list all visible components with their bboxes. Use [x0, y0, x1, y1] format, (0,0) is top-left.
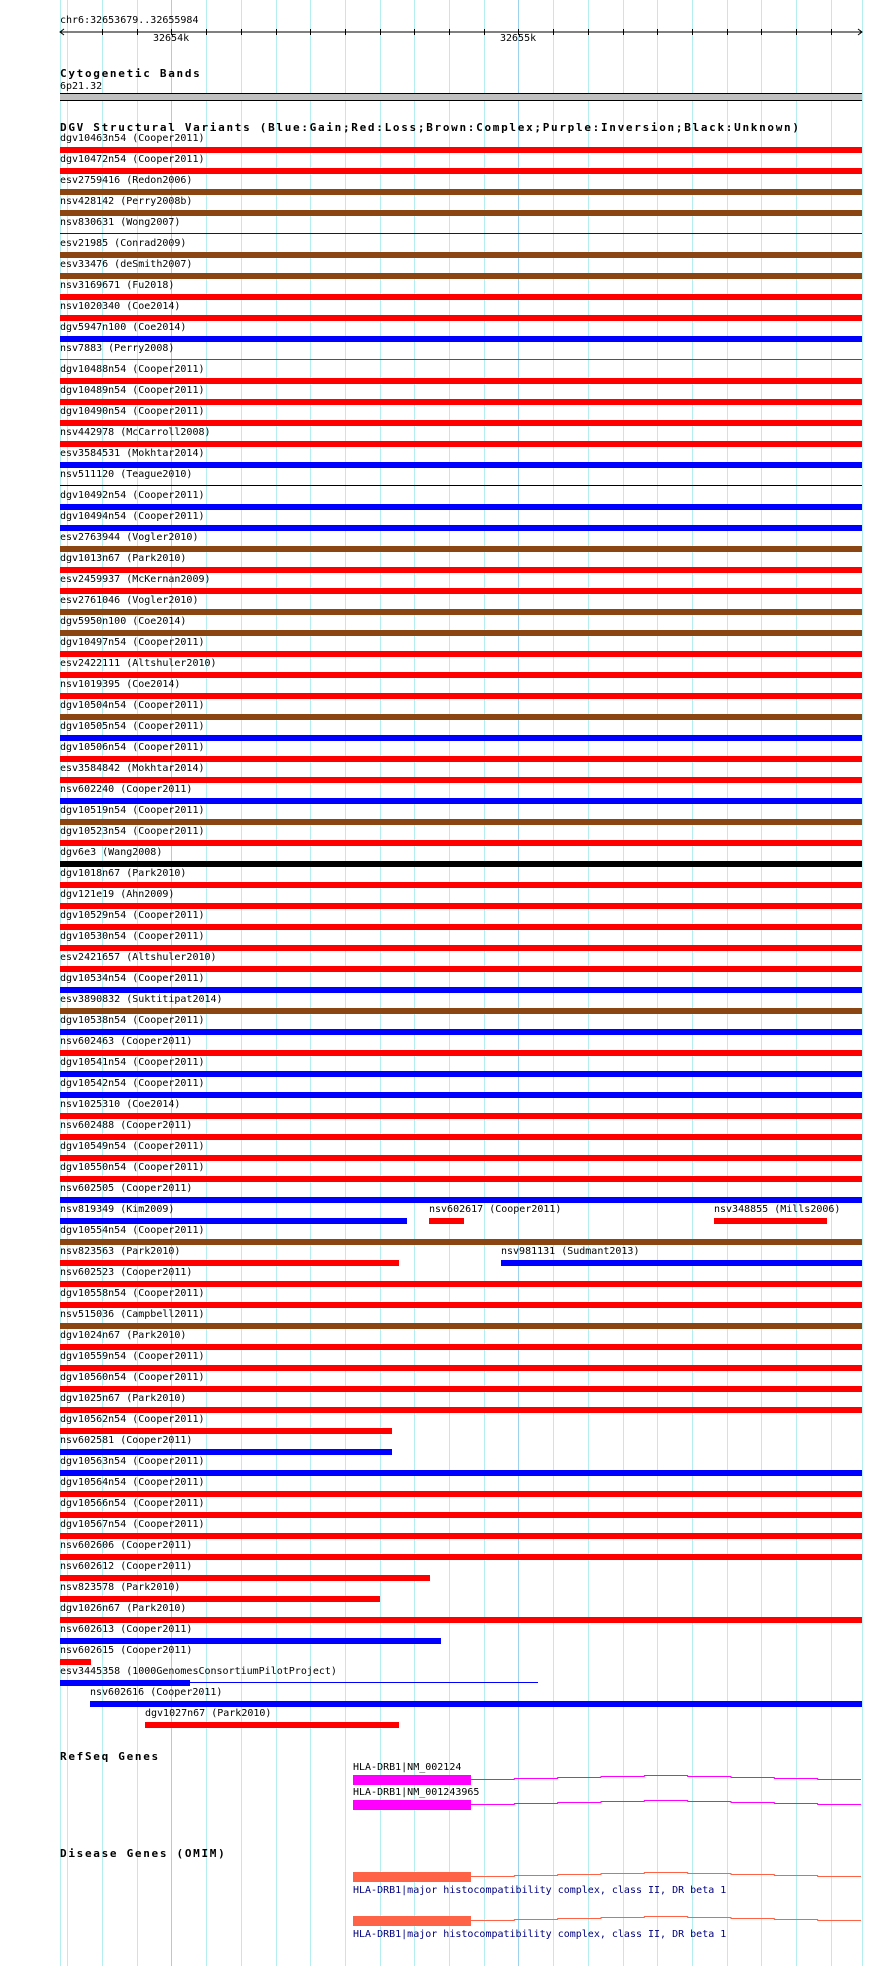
- variant-bar[interactable]: [60, 1008, 862, 1014]
- variant-bar[interactable]: [60, 1092, 862, 1098]
- variant-bar[interactable]: [60, 525, 862, 531]
- variant-label: esv3445358 (1000GenomesConsortiumPilotProject): [60, 1666, 337, 1677]
- variant-label: dgv10490n54 (Cooper2011): [60, 406, 205, 417]
- omim-intron-line: [471, 1873, 861, 1877]
- variant-label: dgv10564n54 (Cooper2011): [60, 1477, 205, 1488]
- variant-label: dgv10489n54 (Cooper2011): [60, 385, 205, 396]
- variant-label: dgv10559n54 (Cooper2011): [60, 1351, 205, 1362]
- variant-label: nsv428142 (Perry2008b): [60, 196, 193, 207]
- variant-bar[interactable]: [60, 1533, 862, 1539]
- variant-bar[interactable]: [60, 1638, 441, 1644]
- variant-label: dgv10566n54 (Cooper2011): [60, 1498, 205, 1509]
- variant-label: dgv10523n54 (Cooper2011): [60, 826, 205, 837]
- variant-bar[interactable]: [60, 1365, 862, 1371]
- variant-label: esv2422111 (Altshuler2010): [60, 658, 217, 669]
- variant-bar[interactable]: [60, 1428, 392, 1434]
- variant-thin-extension[interactable]: [190, 1682, 538, 1683]
- variant-label: nsv981131 (Sudmant2013): [501, 1246, 640, 1257]
- variant-label: nsv819349 (Kim2009): [60, 1204, 175, 1215]
- variant-bar[interactable]: [60, 819, 862, 825]
- variant-label: dgv1025n67 (Park2010): [60, 1393, 187, 1404]
- variant-label: dgv121e19 (Ahn2009): [60, 889, 175, 900]
- variant-bar[interactable]: [60, 359, 862, 360]
- variant-label: dgv10538n54 (Cooper2011): [60, 1015, 205, 1026]
- variant-label: dgv10505n54 (Cooper2011): [60, 721, 205, 732]
- variant-label: dgv10563n54 (Cooper2011): [60, 1456, 205, 1467]
- omim-exon-box[interactable]: [353, 1872, 471, 1882]
- variant-label: dgv1013n67 (Park2010): [60, 553, 187, 564]
- variant-bar[interactable]: [60, 1176, 862, 1182]
- variant-label: nsv602617 (Cooper2011): [429, 1204, 562, 1215]
- variant-bar[interactable]: [60, 273, 862, 279]
- variant-label: esv3584531 (Mokhtar2014): [60, 448, 205, 459]
- variant-label: dgv10519n54 (Cooper2011): [60, 805, 205, 816]
- variant-bar[interactable]: [60, 651, 862, 657]
- variant-bar[interactable]: [60, 1680, 190, 1686]
- variant-label: nsv602488 (Cooper2011): [60, 1120, 193, 1131]
- refseq-track-title: RefSeq Genes: [60, 1750, 160, 1763]
- variant-bar[interactable]: [60, 210, 862, 216]
- variant-label: nsv511120 (Teague2010): [60, 469, 193, 480]
- variant-bar[interactable]: [60, 147, 862, 153]
- omim-gene-label[interactable]: HLA-DRB1|major histocompatibility complex, class II, DR beta 1: [353, 1929, 727, 1940]
- variant-label: dgv10504n54 (Cooper2011): [60, 700, 205, 711]
- variant-bar[interactable]: [501, 1260, 862, 1266]
- variant-label: esv2421657 (Altshuler2010): [60, 952, 217, 963]
- variant-bar[interactable]: [60, 882, 862, 888]
- variant-bar[interactable]: [60, 1596, 380, 1602]
- variant-label: dgv5950n100 (Coe2014): [60, 616, 187, 627]
- cytoband-track-title: Cytogenetic Bands: [60, 67, 202, 80]
- variant-label: esv2759416 (Redon2006): [60, 175, 193, 186]
- variant-bar[interactable]: [60, 1512, 862, 1518]
- variant-bar[interactable]: [60, 1554, 862, 1560]
- variant-bar[interactable]: [60, 1659, 91, 1665]
- variant-bar[interactable]: [60, 735, 862, 741]
- variant-label: dgv10494n54 (Cooper2011): [60, 511, 205, 522]
- variant-bar[interactable]: [60, 1218, 407, 1224]
- variant-bar[interactable]: [60, 485, 862, 486]
- variant-label: nsv602606 (Cooper2011): [60, 1540, 193, 1551]
- variant-label: dgv1027n67 (Park2010): [145, 1708, 272, 1719]
- variant-label: dgv1024n67 (Park2010): [60, 1330, 187, 1341]
- variant-label: nsv602616 (Cooper2011): [90, 1687, 223, 1698]
- variant-bar[interactable]: [60, 1071, 862, 1077]
- refseq-intron-line: [471, 1801, 861, 1805]
- variant-label: nsv602523 (Cooper2011): [60, 1267, 193, 1278]
- variant-bar[interactable]: [60, 294, 862, 300]
- variant-label: nsv602613 (Cooper2011): [60, 1624, 193, 1635]
- variant-bar[interactable]: [60, 1134, 862, 1140]
- refseq-exon-box[interactable]: [353, 1775, 471, 1785]
- variant-label: dgv10506n54 (Cooper2011): [60, 742, 205, 753]
- cytoband-label: 6p21.32: [60, 81, 103, 92]
- variant-label: nsv1019395 (Coe2014): [60, 679, 181, 690]
- variant-bar[interactable]: [60, 420, 862, 426]
- variant-bar[interactable]: [60, 1302, 862, 1308]
- variant-label: esv2761046 (Vogler2010): [60, 595, 199, 606]
- variant-bar[interactable]: [145, 1722, 399, 1728]
- variant-bar[interactable]: [60, 840, 862, 846]
- omim-exon-box[interactable]: [353, 1916, 471, 1926]
- variant-label: nsv515036 (Campbell2011): [60, 1309, 205, 1320]
- variant-bar[interactable]: [60, 1407, 862, 1413]
- ruler-major-label: 32655k: [500, 33, 537, 44]
- refseq-intron-line: [471, 1776, 861, 1780]
- variant-bar[interactable]: [60, 714, 862, 720]
- variant-bar[interactable]: [60, 777, 862, 783]
- variant-bar[interactable]: [60, 588, 862, 594]
- variant-label: dgv1018n67 (Park2010): [60, 868, 187, 879]
- variant-bar[interactable]: [60, 1470, 862, 1476]
- variant-bar[interactable]: [60, 546, 862, 552]
- variant-label: dgv10488n54 (Cooper2011): [60, 364, 205, 375]
- variant-bar[interactable]: [429, 1218, 464, 1224]
- variant-bar[interactable]: [60, 1449, 392, 1455]
- variant-label: esv21985 (Conrad2009): [60, 238, 187, 249]
- variant-bar[interactable]: [60, 1239, 862, 1245]
- variant-bar[interactable]: [60, 693, 862, 699]
- variant-bar[interactable]: [60, 504, 862, 510]
- variant-label: nsv348855 (Mills2006): [714, 1204, 841, 1215]
- variant-bar[interactable]: [60, 903, 862, 909]
- variant-label: nsv442978 (McCarroll2008): [60, 427, 211, 438]
- variant-label: nsv602463 (Cooper2011): [60, 1036, 193, 1047]
- variant-bar[interactable]: [60, 1344, 862, 1350]
- variant-label: nsv823578 (Park2010): [60, 1582, 181, 1593]
- variant-bar[interactable]: [60, 945, 862, 951]
- variant-bar[interactable]: [60, 1386, 862, 1392]
- variant-label: dgv5947n100 (Coe2014): [60, 322, 187, 333]
- variant-bar[interactable]: [60, 567, 862, 573]
- variant-bar[interactable]: [60, 462, 862, 468]
- variant-label: nsv602581 (Cooper2011): [60, 1435, 193, 1446]
- variant-bar[interactable]: [60, 1155, 862, 1161]
- variant-label: esv3584842 (Mokhtar2014): [60, 763, 205, 774]
- variant-bar[interactable]: [60, 1260, 399, 1266]
- variant-bar[interactable]: [60, 399, 862, 405]
- variant-bar[interactable]: [60, 315, 862, 321]
- variant-label: nsv602612 (Cooper2011): [60, 1561, 193, 1572]
- variant-bar[interactable]: [60, 987, 862, 993]
- variant-bar[interactable]: [60, 1281, 862, 1287]
- variant-bar[interactable]: [60, 1197, 862, 1203]
- variant-bar[interactable]: [60, 630, 862, 636]
- variant-bar[interactable]: [60, 966, 862, 972]
- variant-label: dgv10497n54 (Cooper2011): [60, 637, 205, 648]
- variant-label: dgv10541n54 (Cooper2011): [60, 1057, 205, 1068]
- variant-label: dgv10560n54 (Cooper2011): [60, 1372, 205, 1383]
- variant-label: dgv10567n54 (Cooper2011): [60, 1519, 205, 1530]
- dgv-track-title: DGV Structural Variants (Blue:Gain;Red:Loss;Brown:Complex;Purple:Inversion;Black:Unknown): [60, 121, 801, 134]
- variant-bar[interactable]: [60, 378, 862, 384]
- variant-label: dgv10542n54 (Cooper2011): [60, 1078, 205, 1089]
- cytoband-bar[interactable]: [60, 93, 862, 101]
- variant-bar[interactable]: [60, 609, 862, 615]
- variant-bar[interactable]: [60, 798, 862, 804]
- omim-gene-label[interactable]: HLA-DRB1|major histocompatibility complex, class II, DR beta 1: [353, 1885, 727, 1896]
- variant-bar[interactable]: [60, 1113, 862, 1119]
- variant-label: dgv10472n54 (Cooper2011): [60, 154, 205, 165]
- grid-line: [862, 0, 863, 1966]
- variant-label: nsv602240 (Cooper2011): [60, 784, 193, 795]
- variant-bar[interactable]: [60, 189, 862, 195]
- variant-label: nsv830631 (Wong2007): [60, 217, 181, 228]
- variant-label: nsv1020340 (Coe2014): [60, 301, 181, 312]
- variant-bar[interactable]: [60, 336, 862, 342]
- variant-bar[interactable]: [60, 861, 862, 867]
- variant-label: dgv10550n54 (Cooper2011): [60, 1162, 205, 1173]
- variant-bar[interactable]: [60, 1617, 862, 1623]
- variant-label: dgv6e3 (Wang2008): [60, 847, 163, 858]
- variant-label: dgv10549n54 (Cooper2011): [60, 1141, 205, 1152]
- variant-label: esv33476 (deSmith2007): [60, 259, 193, 270]
- variant-label: dgv10558n54 (Cooper2011): [60, 1288, 205, 1299]
- variant-bar[interactable]: [60, 1029, 862, 1035]
- variant-label: dgv10463n54 (Cooper2011): [60, 133, 205, 144]
- variant-bar[interactable]: [714, 1218, 827, 1224]
- variant-label: dgv10554n54 (Cooper2011): [60, 1225, 205, 1236]
- ruler-axis[interactable]: [0, 26, 890, 38]
- variant-label: esv2459937 (McKernan2009): [60, 574, 211, 585]
- ruler-major-label: 32654k: [153, 33, 190, 44]
- omim-track-title: Disease Genes (OMIM): [60, 1847, 227, 1860]
- variant-label: nsv1025310 (Coe2014): [60, 1099, 181, 1110]
- variant-label: nsv7883 (Perry2008): [60, 343, 175, 354]
- variant-bar[interactable]: [60, 441, 862, 447]
- variant-bar[interactable]: [60, 1491, 862, 1497]
- variant-label: dgv1026n67 (Park2010): [60, 1603, 187, 1614]
- variant-bar[interactable]: [60, 1323, 862, 1329]
- refseq-gene-label[interactable]: HLA-DRB1|NM_002124: [353, 1762, 462, 1773]
- refseq-exon-box[interactable]: [353, 1800, 471, 1810]
- omim-intron-line: [471, 1917, 861, 1921]
- variant-label: dgv10529n54 (Cooper2011): [60, 910, 205, 921]
- variant-bar[interactable]: [60, 924, 862, 930]
- refseq-gene-label[interactable]: HLA-DRB1|NM_001243965: [353, 1787, 480, 1798]
- variant-bar[interactable]: [90, 1701, 862, 1707]
- variant-label: dgv10492n54 (Cooper2011): [60, 490, 205, 501]
- variant-label: esv2763944 (Vogler2010): [60, 532, 199, 543]
- variant-bar[interactable]: [60, 1050, 862, 1056]
- variant-bar[interactable]: [60, 1575, 430, 1581]
- region-label: chr6:32653679..32655984: [60, 15, 199, 26]
- variant-bar[interactable]: [60, 756, 862, 762]
- variant-label: nsv602615 (Cooper2011): [60, 1645, 193, 1656]
- variant-bar[interactable]: [60, 168, 862, 174]
- variant-label: esv3890832 (Suktitipat2014): [60, 994, 223, 1005]
- variant-bar[interactable]: [60, 672, 862, 678]
- variant-label: nsv823563 (Park2010): [60, 1246, 181, 1257]
- variant-bar[interactable]: [60, 233, 862, 234]
- variant-label: nsv3169671 (Fu2018): [60, 280, 175, 291]
- variant-bar[interactable]: [60, 252, 862, 258]
- variant-label: dgv10534n54 (Cooper2011): [60, 973, 205, 984]
- variant-label: dgv10562n54 (Cooper2011): [60, 1414, 205, 1425]
- variant-label: dgv10530n54 (Cooper2011): [60, 931, 205, 942]
- variant-label: nsv602505 (Cooper2011): [60, 1183, 193, 1194]
